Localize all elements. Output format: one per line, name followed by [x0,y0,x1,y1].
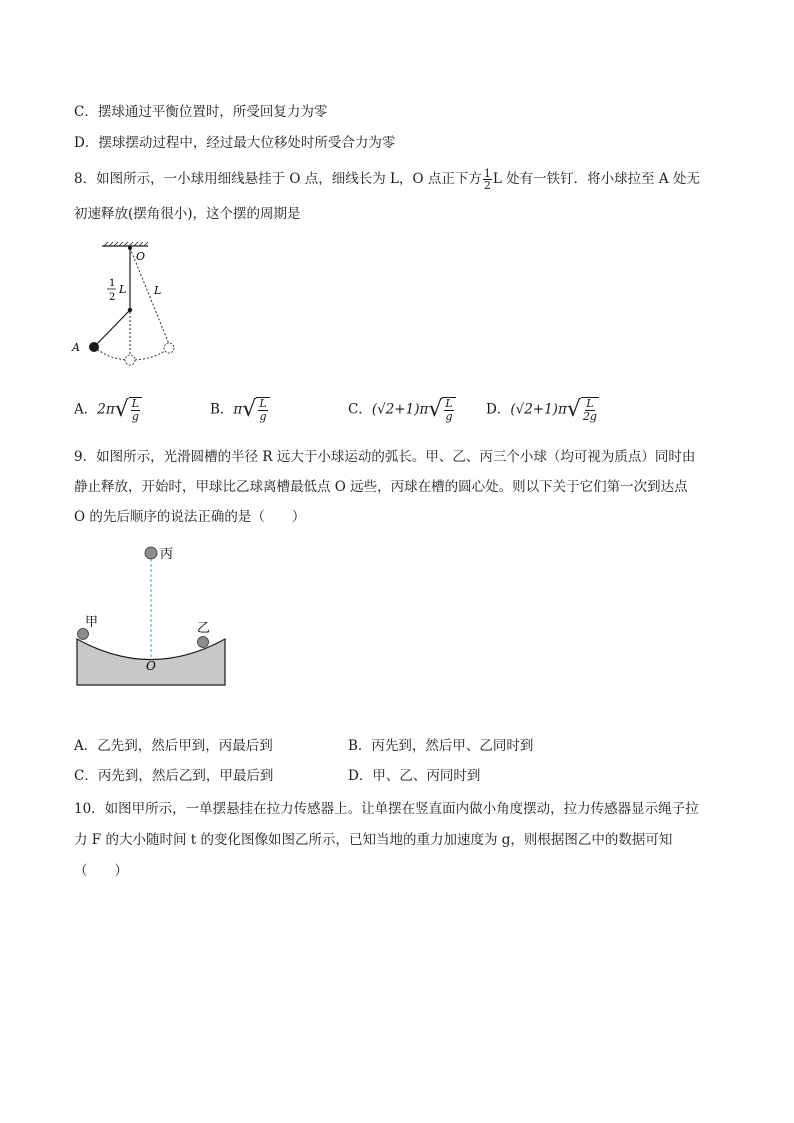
q8-stem-text-b: L 处有一铁钉．将小球拉至 A 处无 [492,171,700,187]
q8-frac-den: 2 [483,179,491,192]
q8-stem-text-a: 8．如图所示，一小球用细线悬挂于 O 点，细线长为 L，O 点正下方 [74,171,482,187]
q8-a-coef: 2π [97,401,115,418]
label-l-half: L [119,283,127,296]
ball-bottom-ghost [125,355,135,365]
q8-b-prefix: B． [210,401,234,418]
q8-stem-line1 [74,168,700,191]
q8-a-den: g [131,410,139,423]
label-o: O [136,250,146,263]
label-half-num: 1 [109,278,116,289]
q8-b-sqrt: √ $\frac{L}{g}$ [242,397,269,423]
q8-b-num: L [259,397,267,410]
q8-option-c [348,397,456,423]
ball-right-ghost [164,343,174,353]
q8-a-num: L [131,397,140,410]
q8-fraction [483,168,492,191]
q9-option-b: B．丙先到，然后甲、乙同时到 [348,738,534,754]
q8-d-num: L [586,397,594,410]
q8-c-prefix: C． [348,401,372,418]
q9-option-a: A．乙先到，然后甲到，丙最后到 [74,738,273,754]
q8-option-b [210,397,270,423]
q8-c-den: g [445,410,453,423]
q8-frac-num: 1 [483,167,491,180]
ceiling-hatch [102,242,148,246]
q8-pendulum-figure [66,240,186,368]
q7-option-c: C．摆球通过平衡位置时，所受回复力为零 [74,104,328,120]
q10-stem-line2: 力 F 的大小随时间 t 的变化图像如图乙所示，已知当地的重力加速度为 g，则根据图乙中的数据可知 [74,832,673,848]
q8-c-sqrt: √ $\frac{L}{g}$ [428,397,455,423]
label-o-groove: O [146,659,156,673]
q10-stem-line1: 10．如图甲所示，一单摆悬挂在拉力传感器上。让单摆在竖直面内做小角度摆动，拉力传感器显示绳子拉 [74,801,699,817]
label-yi: 乙 [197,621,211,636]
ball-jia [78,629,89,640]
q8-d-prefix: D． [486,401,511,418]
ball-bing [145,547,157,559]
q8-d-den: 2g [582,410,597,423]
q7-option-d: D．摆球摆动过程中，经过最大位移处时所受合力为零 [74,135,396,151]
q8-b-den: g [259,410,267,423]
label-a: A [72,341,80,354]
q8-d-coef: (√2+1)π [510,401,567,418]
label-l-full: L [154,284,162,297]
q8-d-sqrt: √ $\frac{L}{2g}$ [566,397,597,423]
label-jia: 甲 [85,615,99,630]
q9-stem-line2: 静止释放，开始时，甲球比乙球离槽最低点 O 远些，丙球在槽的圆心处。则以下关于它们第一次到达点 [74,479,688,495]
label-bing: 丙 [160,547,174,562]
q8-a-sqrt: √ $\frac{L}{g}$ [115,397,142,423]
q8-c-coef: (√2+1)π [371,401,429,418]
ball-yi [198,637,209,648]
q8-option-a [74,397,142,423]
q9-option-c: C．丙先到，然后乙到，甲最后到 [74,768,274,784]
q8-b-coef: π [233,401,243,418]
q10-stem-line3: （ ） [74,863,128,879]
q8-c-num: L [445,397,453,410]
label-half-den: 2 [109,292,116,303]
ball-a [89,342,99,352]
q8-a-prefix: A． [74,401,98,418]
q8-option-d [486,397,599,423]
q9-option-d: D．甲、乙、丙同时到 [348,768,481,784]
string-lower [94,310,130,347]
q9-stem-line1: 9．如图所示，光滑圆槽的半径 R 远大于小球运动的弧长。甲、乙、丙三个小球（均可视为质点）同时由 [74,449,696,465]
q9-stem-line3: O 的先后顺序的说法正确的是（ ） [74,509,306,525]
q8-stem-line2: 初速释放(摆角很小)，这个摆的周期是 [74,206,301,222]
q9-groove-figure [72,540,232,690]
